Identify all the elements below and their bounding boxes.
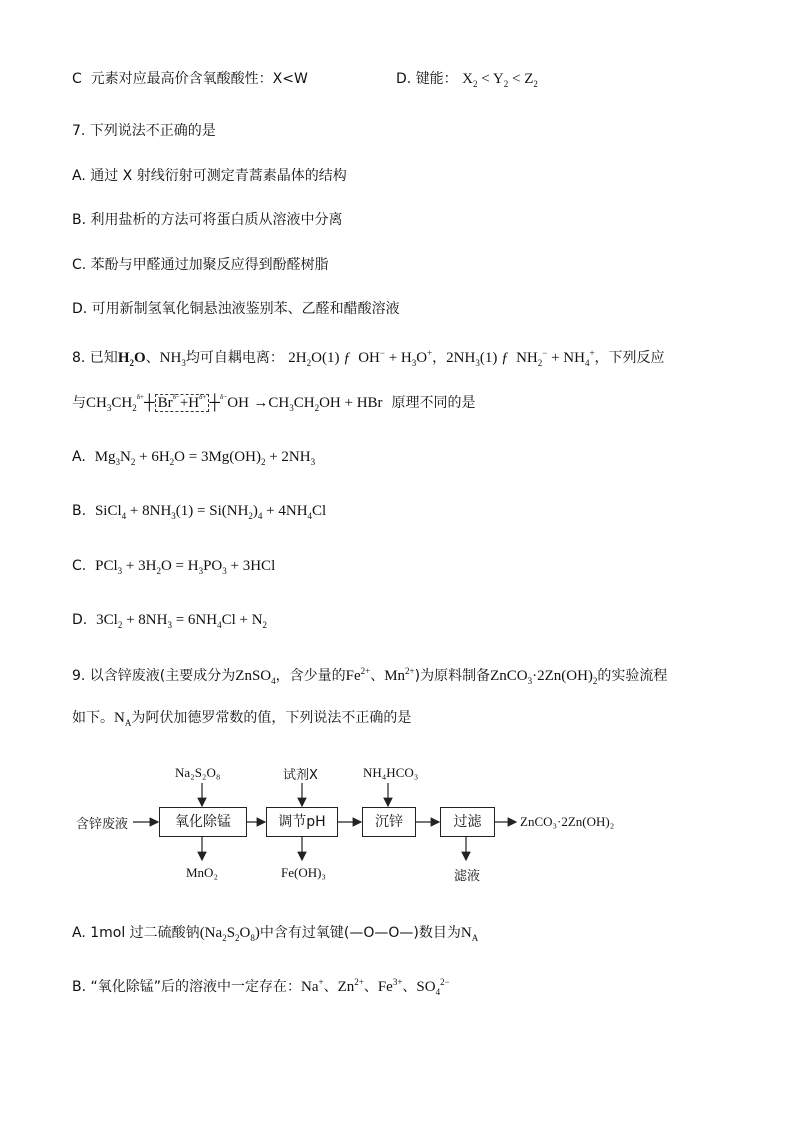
flow-start-label: 含锌废液 <box>76 817 129 832</box>
q9-stem-line1: 9. 以含锌废液(主要成分为ZnSO$_4$，含少量的$Fe^{2+}$、$Mn^{2+}$)为原料制备$ZnCO_3\cdot 2Zn(OH)_2$的实验流程 <box>72 666 668 686</box>
q6-option-d: D. 键能： $X_2 < Y_2 < Z_2$ <box>396 71 538 89</box>
flow-output-mno2: MnO₂ <box>186 865 218 880</box>
flow-input-reagent-x: 试剂X <box>283 768 318 783</box>
q8-option-a: A. $Mg_3N_2 + 6H_2O = 3Mg(OH)_2 + 2NH_3$ <box>72 449 316 467</box>
flow-step-precipitate-zn: 沉锌 <box>362 807 416 837</box>
q7-option-d: D. 可用新制氢氧化铜悬浊液鉴别苯、乙醛和醋酸溶液 <box>72 301 400 317</box>
flow-input-nh4hco3: NH₄HCO₃ <box>363 765 419 780</box>
flow-step-filter: 过滤 <box>440 807 495 837</box>
flow-output-fe-oh3: Fe(OH)₃ <box>281 865 326 880</box>
q7-option-b: B. 利用盐析的方法可将蛋白质从溶液中分离 <box>72 212 343 228</box>
flow-output-filtrate: 滤液 <box>454 869 481 884</box>
flow-product-label: ZnCO₃·2Zn(OH)₂ <box>520 814 615 829</box>
q9-stem-line2: 如下。$N_A$为阿伏加德罗常数的值，下列说法不正确的是 <box>72 710 412 728</box>
q9-option-a: A. 1mol 过二硫酸钠$(Na_2S_2O_8)$中含有过氧键(—O—O—)数目为$N_A$ <box>72 925 479 943</box>
flow-step-adjust-ph: 调节pH <box>266 807 338 837</box>
q7-stem: 7. 下列说法不正确的是 <box>72 123 216 139</box>
q7-option-a: A. 通过 X 射线衍射可测定青蒿素晶体的结构 <box>72 168 347 184</box>
q8-option-d: D. $3Cl_2 + 8NH_3 = 6NH_4Cl + N_2$ <box>72 612 268 630</box>
flow-step-oxidize-remove-mn: 氧化除锰 <box>159 807 247 837</box>
q8-option-c: C. $PCl_3 + 3H_2O = H_3PO_3 + 3HCl$ <box>72 558 276 576</box>
q7-option-c: C. 苯酚与甲醛通过加聚反应得到酚醛树脂 <box>72 257 329 273</box>
q9-option-b: B. “氧化除锰”后的溶液中一定存在：Na+、$Zn^{2+}$、$Fe^{3+}$、$SO_4^{2-}$ <box>72 977 450 997</box>
q8-stem: 8. 已知$H_2O$、$NH_3$均可自耦电离： $2H_2O(1)$ ƒ $OH^- + H_3O^+$，$2NH_3(1)$ ƒ $NH_2^- + NH_4^+$，下列反应 <box>72 348 665 368</box>
q6-option-c: C 元素对应最高价含氧酸酸性：X<W <box>72 71 308 87</box>
flow-input-na2s2o8: Na₂S₂O₈ <box>175 765 221 780</box>
q8-option-b: B. SiCl$_4$ + $8NH_3(1) = Si(NH_2)_4 + 4NH_4Cl$ <box>72 503 327 521</box>
q8-reference-reaction: 与$CH_3CH_2^{\delta+}┼$ $Br^{\delta-}+H^{\delta+}$ ┼$^{\delta-}$OH $\to CH_3CH_2OH$ + HBr 原理不同的是 <box>72 393 476 413</box>
